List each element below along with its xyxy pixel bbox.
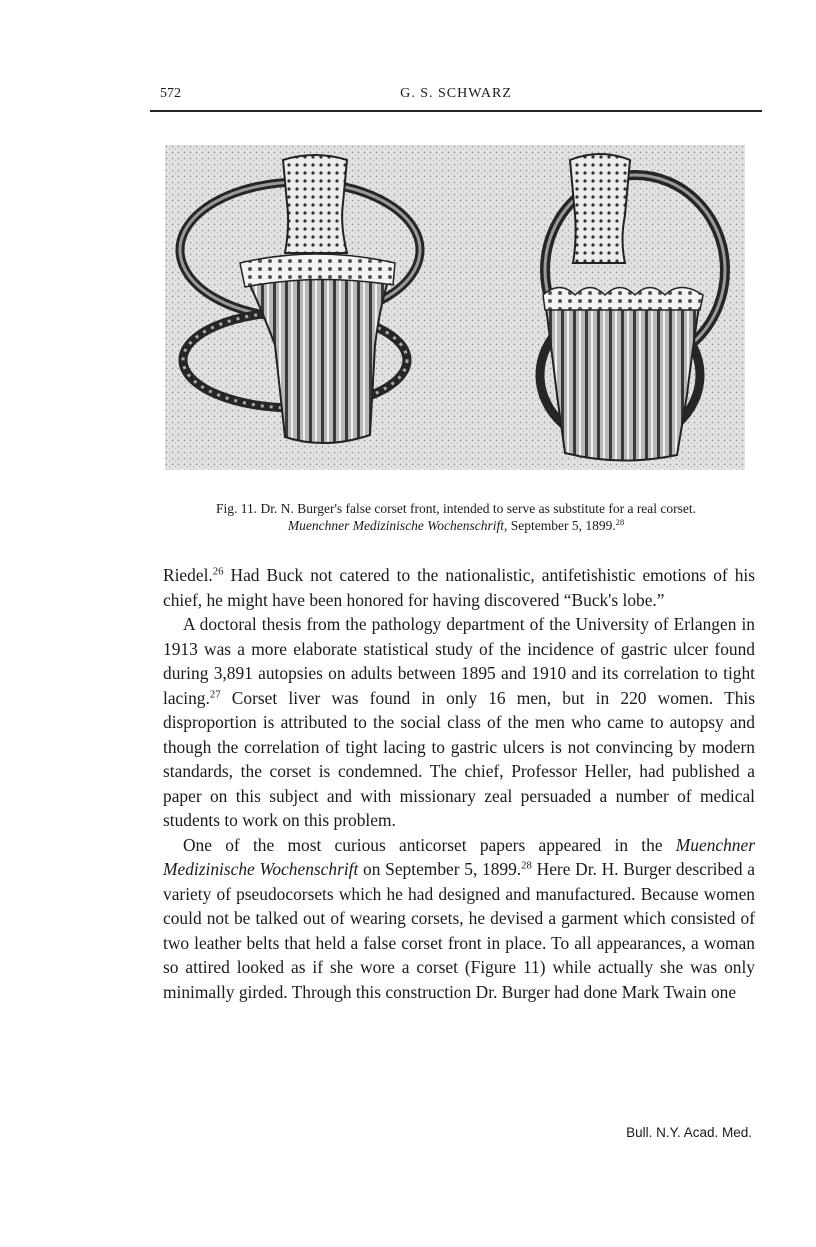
- caption-date: September 5, 1899.: [507, 518, 616, 533]
- figure-11: [165, 145, 745, 470]
- right-corset-body: [545, 300, 700, 461]
- paragraph-2-text-a: A doctoral thesis from the pathology department of the University of Erlangen in 1913 was a more elaborate statistical study of the incidence of gastric ulcer found during 3,891 autopsies on adults between 1895 and 1910 and its correlation to tight lacing.: [163, 614, 755, 708]
- footnote-ref-27: 27: [209, 688, 221, 701]
- paragraph-2: [163, 612, 755, 833]
- paragraph-2-text-b: Corset liver was found in only 16 men, but in 220 women. This disproportion is attributed to the social class of the men who came to autopsy and though the correlation of tight lacing to gastric ulcers is not convincing by modern standards, the corset is condemned. The chief, Professor Heller, had published a paper on this subject and with missionary zeal persuaded a number of medical students to work on this problem.: [163, 687, 755, 830]
- paragraph-3: [163, 833, 755, 1005]
- paragraph-3-text-a: One of the most curious anticorset papers appeared in the: [183, 834, 676, 855]
- caption-line-1: [150, 500, 762, 517]
- paragraph-1: [163, 563, 755, 612]
- right-scalloped-trim: [543, 288, 703, 311]
- header-rule: [150, 110, 762, 112]
- paragraph-3-text-b: on September 5, 1899.: [358, 859, 522, 879]
- caption-line-2: [150, 517, 762, 534]
- paragraph-1-text-a: Riedel.: [163, 565, 213, 585]
- paragraph-3-citation: Muenchner Medizinische Wochenschrift: [163, 834, 755, 879]
- journal-footer: Bull. N.Y. Acad. Med.: [626, 1125, 752, 1140]
- body-text: [163, 563, 755, 1004]
- page-header: [150, 86, 762, 108]
- page-number: 572: [160, 86, 181, 101]
- figure-caption: [150, 500, 762, 534]
- footnote-ref-28: 28: [521, 859, 532, 872]
- right-busk-panel: [570, 154, 630, 263]
- caption-citation: Muenchner Medizinische Wochenschrift,: [287, 518, 508, 533]
- caption-main: Fig. 11. Dr. N. Burger's false corset front, intended to serve as substitute for a real corset.: [215, 501, 697, 516]
- paragraph-3-text-c: Here Dr. H. Burger described a variety of pseudocorsets which he had designed and manufactured. Because women could not be talked out of wearing corsets, he devised a garment which consisted of two leather belts that held a false corset front in place. To all appearances, a woman so attired looked as if she wore a corset (Figure 11) while actually she was only minimally girded. Through this construction Dr. Burger had done Mark Twain one: [163, 859, 755, 1002]
- footnote-ref-26: 26: [212, 565, 224, 578]
- caption-footnote-ref: 28: [615, 517, 625, 527]
- left-busk-panel: [283, 155, 347, 253]
- running-head: G. S. SCHWARZ: [400, 86, 512, 101]
- paragraph-1-text-b: Had Buck not catered to the nationalistic, antifetishistic emotions of his chief, he might have been honored for having discovered “Buck's lobe.”: [163, 565, 755, 610]
- corset-illustration: [165, 145, 745, 470]
